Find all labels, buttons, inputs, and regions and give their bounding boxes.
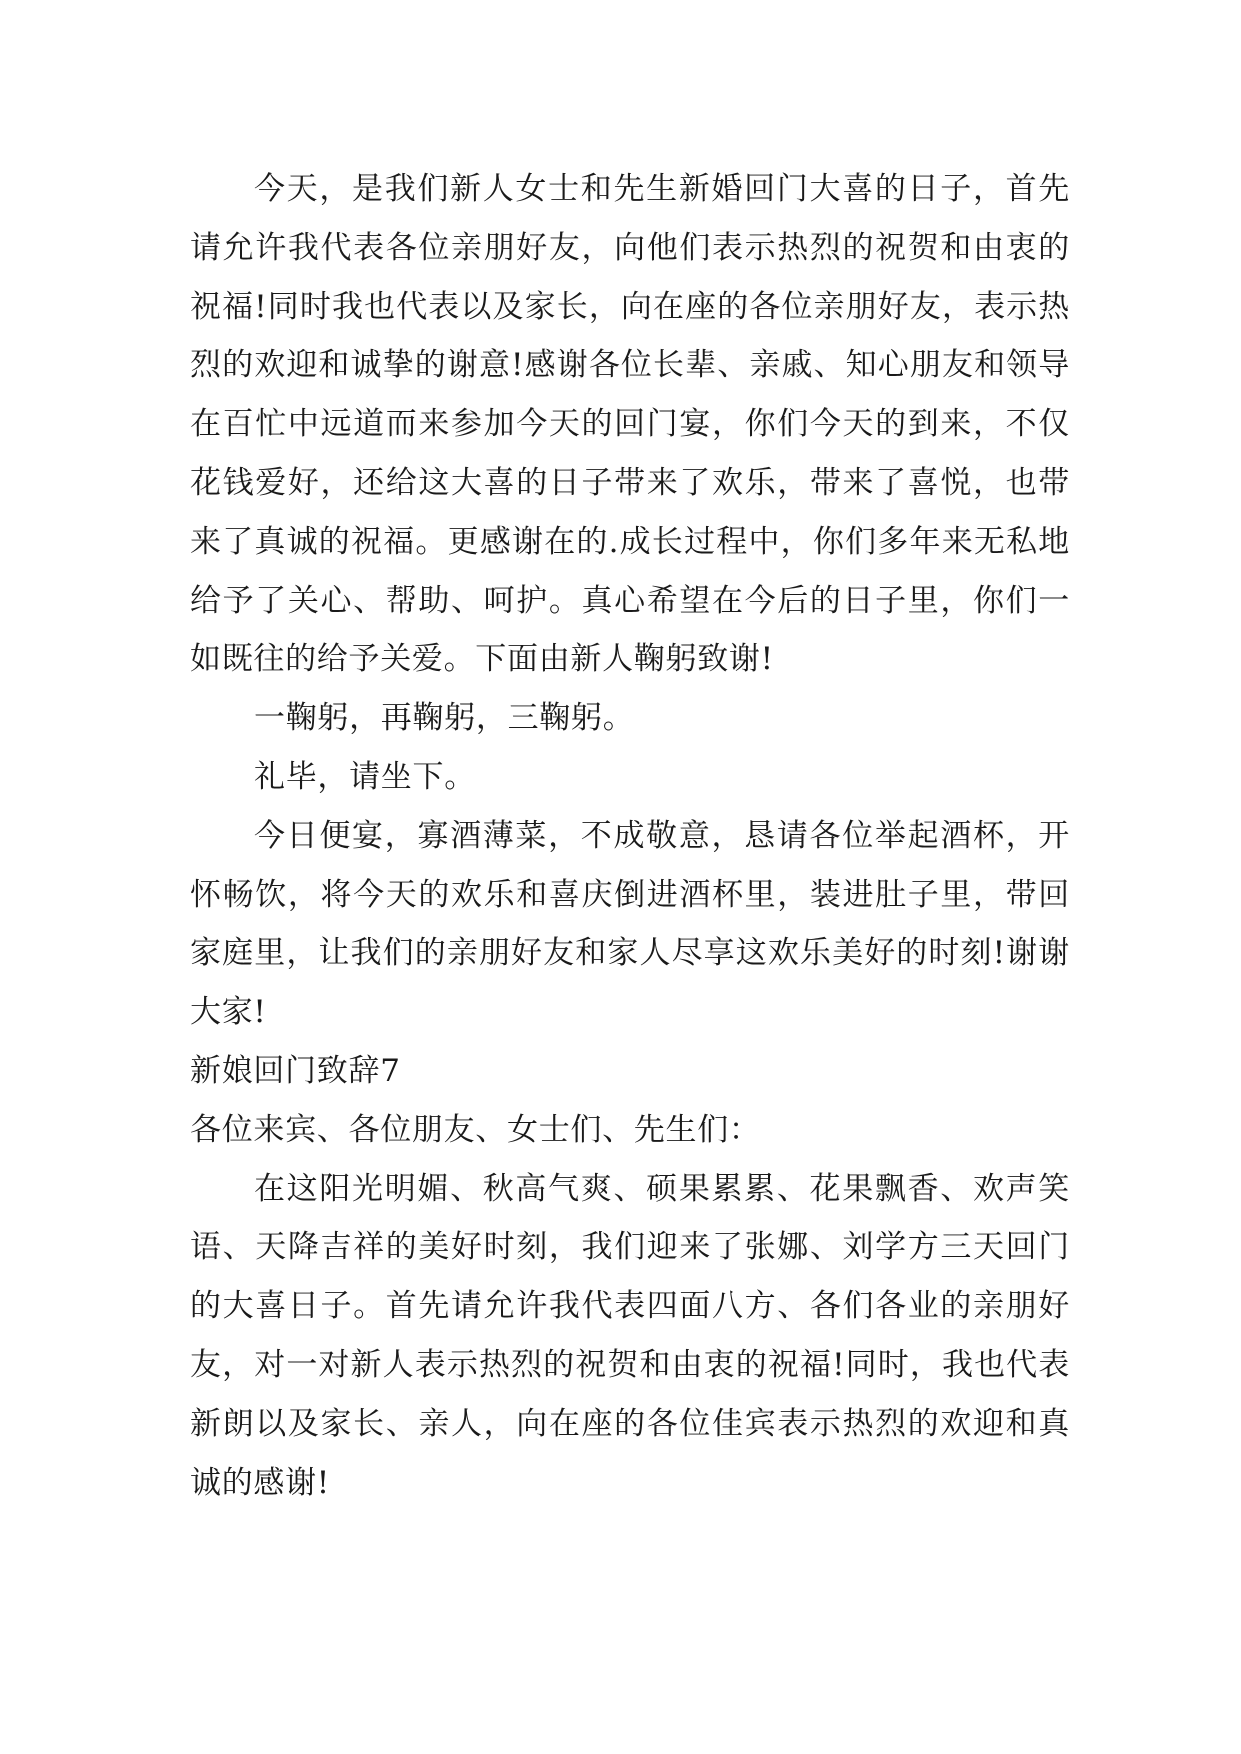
paragraph-welcome-speech: 在这阳光明媚、秋高气爽、硕果累累、花果飘香、欢声笑语、天降吉祥的美好时刻，我们迎来了张娜、刘学方三天回门的大喜日子。首先请允许我代表四面八方、各们各业的亲朋好友，对一对新人表示热烈的祝贺和由衷的祝福!同时，我也代表新朗以及家长、亲人，向在座的各位佳宾表示热烈的欢迎和真诚的感谢! (190, 1170, 1070, 1501)
paragraph-toast: 今日便宴，寡酒薄菜，不成敬意，恳请各位举起酒杯，开怀畅饮，将今天的欢乐和喜庆倒进酒杯里，装进肚子里，带回家庭里，让我们的亲朋好友和家人尽享这欢乐美好的时刻!谢谢大家! (190, 817, 1070, 1031)
section-heading: 新娘回门致辞7 (190, 1052, 401, 1089)
paragraph-opening-thanks: 今天，是我们新人女士和先生新婚回门大喜的日子，首先请允许我代表各位亲朋好友，向他们表示热烈的祝贺和由衷的祝福!同时我也代表以及家长，向在座的各位亲朋好友，表示热烈的欢迎和诚挚的谢意!感谢各位长辈、亲戚、知心朋友和领导在百忙中远道而来参加今天的回门宴，你们今天的到来，不仅花钱爱好，还给这大喜的日子带来了欢乐，带来了喜悦，也带来了真诚的祝福。更感谢在的.成长过程中，你们多年来无私地给予了关心、帮助、呵护。真心希望在今后的日子里，你们一如既往的给予关爱。下面由新人鞠躬致谢! (190, 171, 1070, 678)
document-body (190, 160, 1070, 1512)
paragraph-bowing: 一鞠躬，再鞠躬，三鞠躬。 (254, 700, 635, 737)
paragraph-ceremony-end: 礼毕，请坐下。 (254, 758, 476, 795)
paragraph-salutation: 各位来宾、各位朋友、女士们、先生们： (190, 1111, 761, 1148)
